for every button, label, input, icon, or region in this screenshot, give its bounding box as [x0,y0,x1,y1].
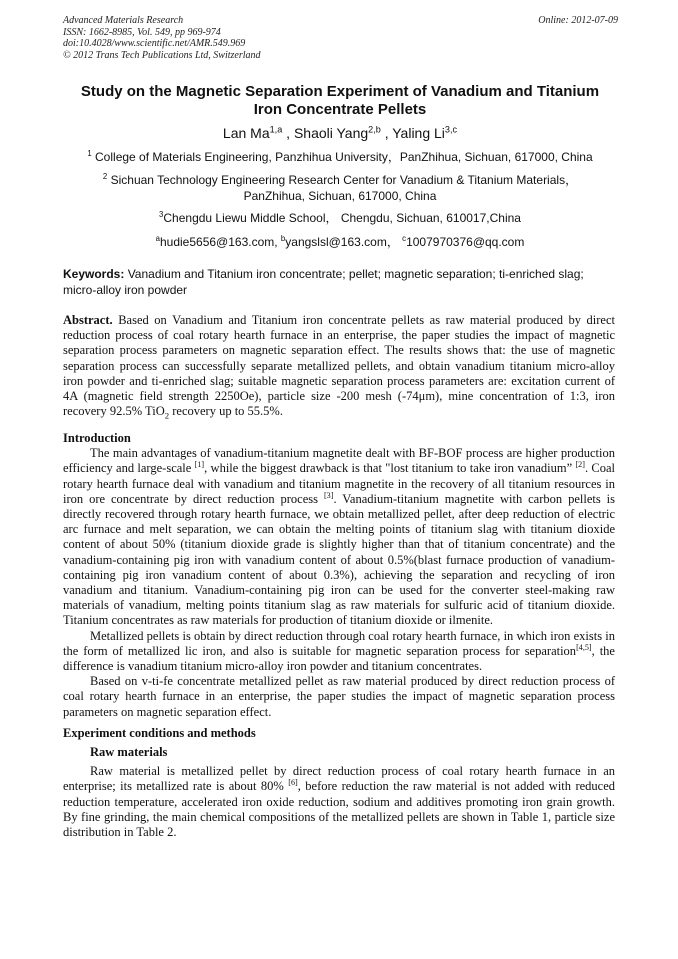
aff-num: 2 [102,172,108,181]
section-heading-introduction: Introduction [63,431,131,445]
citation: [3] [323,490,334,500]
aff-num: 3 [159,210,164,219]
abstract [63,313,615,419]
text: The main advantages of vanadium-titanium magnetite dealt with BF-BOF process are higher production efficiency and large-scale [63,446,615,476]
aff-text: Sichuan Technology Engineering Research Center for Vanadium & Titanium Materials， [110,173,578,187]
email-sup: a [155,234,160,243]
email-c: 1007970376@qq.com [406,235,525,249]
title-line-1: Study on the Magnetic Separation Experiment of Vanadium and Titanium [80,83,600,100]
email-sup: b [280,234,286,243]
text: Metallized pellets is obtain by direct reduction through coal rotary hearth furnace, in which iron exists in the form of metallized lic iron, and also is suitable for magnetic separation process for separation [63,628,615,658]
paragraph [63,446,615,628]
affiliation-2 [40,172,640,204]
paragraph [63,629,615,675]
author-name: Lan Ma [222,125,270,141]
title-line-2: Iron Concentrate Pellets [253,101,427,118]
aff-text: College of Materials Engineering, Panzhihua University，PanZhihua, Sichuan, 617000, China [95,150,593,164]
text: , before reduction the raw material is not added with reduced reduction temperature, accelerated iron oxide reduction, sodium and additives promoting iron grain growth. By fine grinding, the main chemical compositions of the metallized pellets are shown in Table 1, particle size distribution in Table 2. [63,779,615,840]
author-sup: 1,a [269,124,283,135]
author-sup: 3,c [444,124,458,135]
paper-body [63,431,615,840]
abstract-text: Based on Vanadium and Titanium iron concentrate pellets as raw material produced by direct reduction process of coal rotary hearth furnace in an enterprise, the paper studies the impact of magnetic separation process parameters on magnetic separation effect. The results shows that: the use of magnetic separation process can successfully separate metallized pellets, and obtain vanadium titanium micro-alloy iron powder and ti-enriched slag; suitable magnetic separation process parameters are: excitation current of 4A (magnetic field strength 2250Oe), particle size -200 mesh (-74μm), mine concentration of 1:3, iron recovery 92.5% TiO [63,313,615,419]
citation: [6] [288,778,298,788]
aff-text: Chengdu Liewu Middle School， Chengdu, Sichuan, 610017,China [163,211,521,225]
author-sup: 2,b [368,124,381,135]
text: , while the biggest drawback is that "lost titanium to take iron vanadium” [204,461,576,476]
text: . Coal rotary hearth furnace deal with vanadium and titanium magnetite in the recovery of all titanium resources in iron ore concentrate by direct reduction process [63,461,616,506]
journal-header [63,15,618,61]
journal-name: Advanced Materials Research [63,15,184,26]
paper-title [40,83,640,119]
doi-line: doi:10.4028/www.scientific.net/AMR.549.969 [63,38,246,49]
abstract-label: Abstract. [63,313,113,327]
keywords [63,266,618,298]
online-date: Online: 2012-07-09 [538,15,618,26]
email-a: hudie5656@163.com, [159,235,281,249]
paragraph: Based on v-ti-fe concentrate metallized pellet as raw material produced by direct reduction process of coal rotary hearth furnace in an enterprise, the paper studies the impact of magnetic separation process parameters on magnetic separation effect. [63,674,615,719]
citation: [4,5] [576,642,592,652]
affiliation-1 [40,149,640,165]
affiliation-3 [40,210,640,226]
citation: [1] [194,460,205,470]
text: , the difference is vanadium titanium micro-alloy iron powder and titanium concentrates. [63,643,615,674]
email-sup: c [402,234,407,243]
email-line [40,234,640,250]
author-list: Lan Ma$^{1,a}$ , Shaoli Yang$^{2,b}$ , Yaling Li$^{3,c}$ [222,124,458,141]
abstract-text-end: recovery up to 55.5%. [169,404,283,419]
text: Raw material is metallized pellet by direct reduction process of coal rotary hearth furnace in an enterprise; its metallized rate is about 80% [63,764,615,794]
keywords-text: Vanadium and Titanium iron concentrate; pellet; magnetic separation; ti-enriched slag; micro-alloy iron powder [63,267,584,297]
paragraph [63,764,615,840]
abstract-sub: 2 [164,410,170,421]
aff-num: 1 [87,149,92,158]
section-heading-experiment: Experiment conditions and methods [63,725,256,740]
subsection-heading-raw-materials: Raw materials [90,745,168,760]
author-name: Shaoli Yang [293,125,369,141]
issn-line: ISSN: 1662-8985, Vol. 549, pp 969-974 [63,26,221,38]
citation: [2] [575,460,585,470]
keywords-label: Keywords: [63,267,125,281]
aff-text: PanZhihua, Sichuan, 617000, China [243,189,437,203]
email-b: yangslsl@163.com， [285,235,403,249]
copyright-line: © 2012 Trans Tech Publications Ltd, Switzerland [63,49,261,61]
text: . Vanadium-titanium magnetite with carbon pellets is directly recovered through rotary hearth furnace, we obtain metallized pellet, after deep reduction of electric arc furnace and melt separation, we can obtain the melting points of titanium slag with titanium dioxide content of about 50% (titanium dioxide grade is slightly higher than that of titanium concentrate) and the vanadium-containing pig iron with vanadium content of about 0.5%(blast furnace production of vanadium-containing pig iron vanadium content of about 0.3%), achieving the separation and recycling of iron vanadium and titanium. Vanadium-containing pig iron can be used for the converter steel-making raw materials of vanadium, melting points titanium slag as raw materials for sulfuric acid of titanium dioxide. Titanium concentrates as raw materials for production of titanium dioxide or ilmenite. [63,491,615,628]
author-name: Yaling Li [392,125,445,141]
